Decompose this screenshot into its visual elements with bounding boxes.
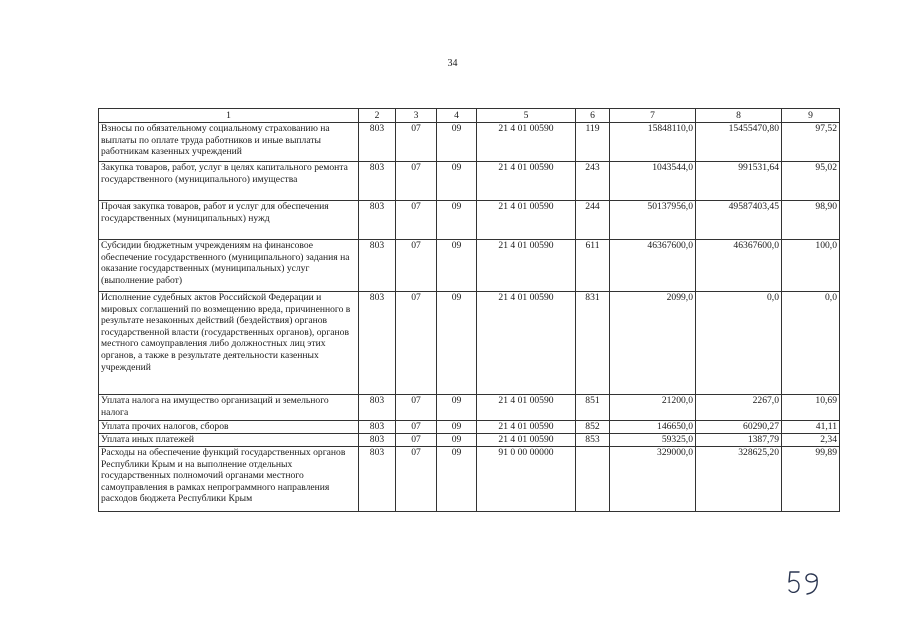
execution-percent: 98,90 <box>782 201 840 240</box>
expense-kind-code: 243 <box>576 162 610 201</box>
planned-amount: 2099,0 <box>610 292 696 395</box>
ministry-code: 803 <box>359 421 396 434</box>
section-code: 07 <box>396 447 437 512</box>
target-code: 21 4 01 00590 <box>477 395 576 421</box>
header-cell: 8 <box>696 109 782 123</box>
section-code: 07 <box>396 240 437 292</box>
execution-percent: 97,52 <box>782 123 840 162</box>
row-name: Прочая закупка товаров, работ и услуг для обеспечения государственных (муниципальных) нужд <box>99 201 359 240</box>
row-name: Субсидии бюджетным учреждениям на финансовое обеспечение государственного (муниципального) задания на оказание государственных (муниципальных) услуг (выполнение работ) <box>99 240 359 292</box>
target-code: 21 4 01 00590 <box>477 292 576 395</box>
ministry-code: 803 <box>359 395 396 421</box>
header-cell: 9 <box>782 109 840 123</box>
ministry-code: 803 <box>359 240 396 292</box>
expense-kind-code <box>576 447 610 512</box>
execution-percent: 100,0 <box>782 240 840 292</box>
executed-amount: 46367600,0 <box>696 240 782 292</box>
target-code: 91 0 00 00000 <box>477 447 576 512</box>
executed-amount: 60290,27 <box>696 421 782 434</box>
ministry-code: 803 <box>359 123 396 162</box>
subsection-code: 09 <box>437 434 477 447</box>
header-cell: 5 <box>477 109 576 123</box>
header-cell: 4 <box>437 109 477 123</box>
planned-amount: 50137956,0 <box>610 201 696 240</box>
header-cell: 1 <box>99 109 359 123</box>
table-row <box>99 240 840 292</box>
ministry-code: 803 <box>359 292 396 395</box>
target-code: 21 4 01 00590 <box>477 162 576 201</box>
row-name: Исполнение судебных актов Российской Федерации и мировых соглашений по возмещению вреда, причиненного в результате незаконных действий (бездействия) органов государственной власти (государственных органов), органов местного самоуправления либо должностных лиц этих органов, а также в результате деятельности казенных учреждений <box>99 292 359 395</box>
target-code: 21 4 01 00590 <box>477 421 576 434</box>
row-name: Закупка товаров, работ, услуг в целях капитального ремонта государственного (муниципального) имущества <box>99 162 359 201</box>
header-row <box>99 109 840 123</box>
ministry-code: 803 <box>359 162 396 201</box>
section-code: 07 <box>396 201 437 240</box>
planned-amount: 1043544,0 <box>610 162 696 201</box>
execution-percent: 95,02 <box>782 162 840 201</box>
expense-kind-code: 119 <box>576 123 610 162</box>
table-row <box>99 434 840 447</box>
subsection-code: 09 <box>437 395 477 421</box>
target-code: 21 4 01 00590 <box>477 240 576 292</box>
expense-kind-code: 244 <box>576 201 610 240</box>
expense-kind-code: 853 <box>576 434 610 447</box>
table-row <box>99 395 840 421</box>
page-number: 34 <box>447 58 458 69</box>
subsection-code: 09 <box>437 447 477 512</box>
planned-amount: 46367600,0 <box>610 240 696 292</box>
executed-amount: 15455470,80 <box>696 123 782 162</box>
section-code: 07 <box>396 421 437 434</box>
ministry-code: 803 <box>359 201 396 240</box>
table-row <box>99 447 840 512</box>
table-row <box>99 421 840 434</box>
header-cell: 7 <box>610 109 696 123</box>
execution-percent: 10,69 <box>782 395 840 421</box>
execution-percent: 2,34 <box>782 434 840 447</box>
expense-kind-code: 831 <box>576 292 610 395</box>
executed-amount: 328625,20 <box>696 447 782 512</box>
expense-kind-code: 851 <box>576 395 610 421</box>
budget-table <box>98 108 840 512</box>
execution-percent: 99,89 <box>782 447 840 512</box>
table-row <box>99 162 840 201</box>
subsection-code: 09 <box>437 162 477 201</box>
row-name: Взносы по обязательному социальному страхованию на выплаты по оплате труда работников и иные выплаты работникам казенных учреждений <box>99 123 359 162</box>
planned-amount: 15848110,0 <box>610 123 696 162</box>
section-code: 07 <box>396 434 437 447</box>
header-cell: 3 <box>396 109 437 123</box>
section-code: 07 <box>396 395 437 421</box>
ministry-code: 803 <box>359 447 396 512</box>
header-cell: 2 <box>359 109 396 123</box>
target-code: 21 4 01 00590 <box>477 201 576 240</box>
target-code: 21 4 01 00590 <box>477 434 576 447</box>
execution-percent: 41,11 <box>782 421 840 434</box>
row-name: Уплата иных платежей <box>99 434 359 447</box>
row-name: Расходы на обеспечение функций государственных органов Республики Крым и на выполнение отдельных государственных полномочий органами местного самоуправления в рамках непрограммного направления расходов бюджета Республики Крым <box>99 447 359 512</box>
expense-kind-code: 852 <box>576 421 610 434</box>
planned-amount: 59325,0 <box>610 434 696 447</box>
handwritten-page-number <box>786 568 826 598</box>
row-name: Уплата прочих налогов, сборов <box>99 421 359 434</box>
planned-amount: 21200,0 <box>610 395 696 421</box>
planned-amount: 146650,0 <box>610 421 696 434</box>
subsection-code: 09 <box>437 123 477 162</box>
section-code: 07 <box>396 162 437 201</box>
subsection-code: 09 <box>437 240 477 292</box>
executed-amount: 1387,79 <box>696 434 782 447</box>
table-row <box>99 201 840 240</box>
section-code: 07 <box>396 123 437 162</box>
execution-percent: 0,0 <box>782 292 840 395</box>
section-code: 07 <box>396 292 437 395</box>
row-name: Уплата налога на имущество организаций и земельного налога <box>99 395 359 421</box>
subsection-code: 09 <box>437 421 477 434</box>
header-cell: 6 <box>576 109 610 123</box>
executed-amount: 991531,64 <box>696 162 782 201</box>
expense-kind-code: 611 <box>576 240 610 292</box>
table-row <box>99 123 840 162</box>
subsection-code: 09 <box>437 201 477 240</box>
executed-amount: 49587403,45 <box>696 201 782 240</box>
planned-amount: 329000,0 <box>610 447 696 512</box>
executed-amount: 0,0 <box>696 292 782 395</box>
executed-amount: 2267,0 <box>696 395 782 421</box>
table-row <box>99 292 840 395</box>
target-code: 21 4 01 00590 <box>477 123 576 162</box>
subsection-code: 09 <box>437 292 477 395</box>
ministry-code: 803 <box>359 434 396 447</box>
